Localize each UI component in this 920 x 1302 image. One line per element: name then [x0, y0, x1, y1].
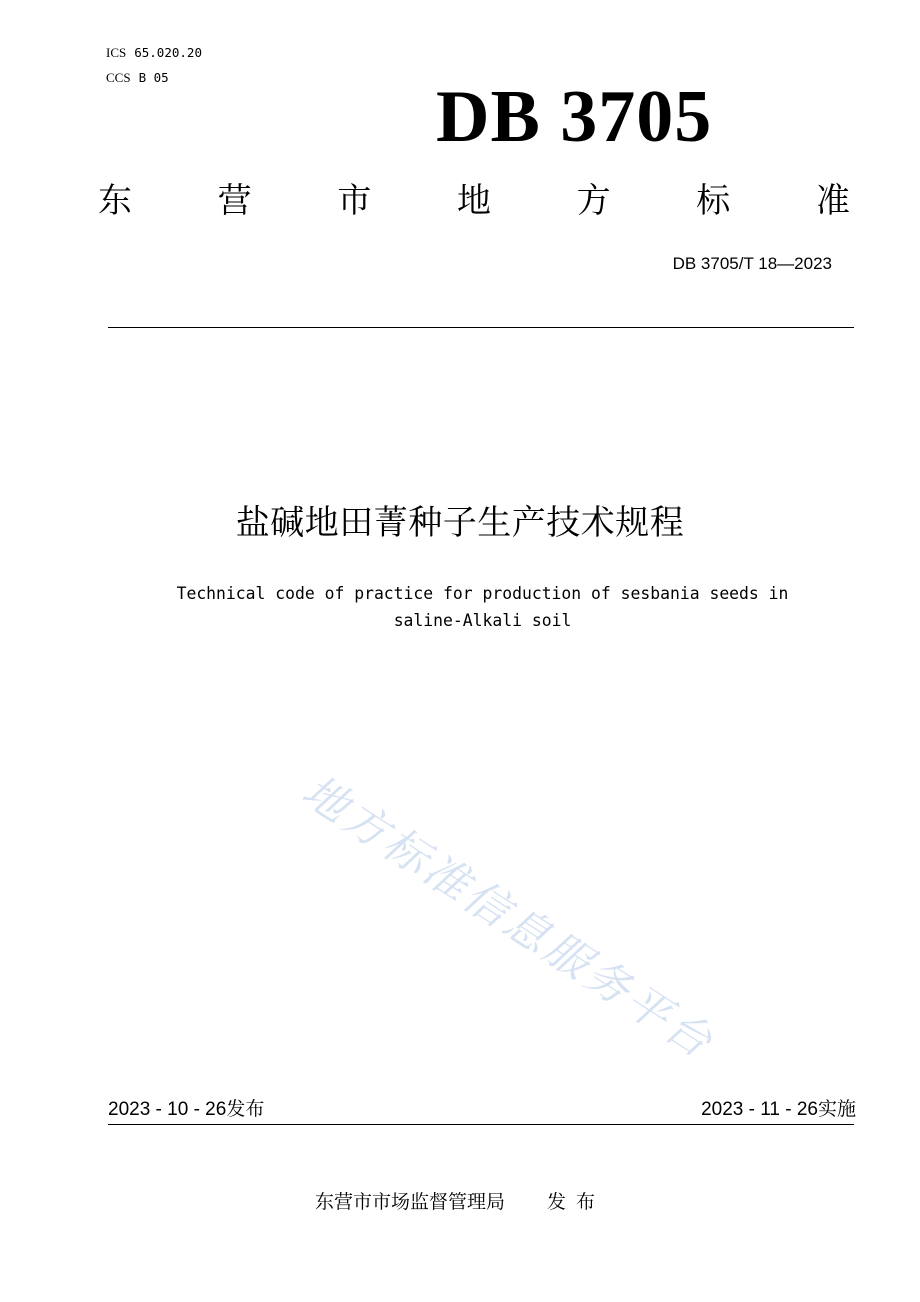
standard-type-char: 标	[696, 181, 731, 221]
standard-type-char: 营	[217, 181, 252, 221]
publisher-name: 东营市市场监督管理局	[314, 1191, 505, 1213]
standard-type-char: 方	[576, 181, 611, 221]
standard-type-char: 东	[98, 181, 132, 221]
ics-code: 65.020.20	[134, 45, 202, 60]
standard-number: DB 3705/T 18—2023	[672, 254, 832, 273]
standard-type-char: 市	[337, 181, 372, 221]
header-divider	[108, 327, 854, 328]
ics-classification	[106, 45, 202, 61]
publish-date-suffix: 发布	[226, 1098, 265, 1120]
ccs-code: B 05	[138, 70, 169, 85]
publish-date	[108, 1096, 264, 1123]
ics-label: ICS	[106, 45, 127, 60]
date-divider	[108, 1124, 854, 1125]
implement-date	[701, 1096, 856, 1123]
english-title-line: saline-Alkali soil	[393, 611, 572, 630]
watermark: 地方标准信息服务平台	[293, 765, 724, 1070]
publish-date-value: 2023 - 10 - 26	[108, 1099, 227, 1120]
english-title-line: Technical code of practice for production of sesbania seeds in	[176, 584, 789, 603]
standard-type-heading	[98, 176, 850, 226]
implement-date-value: 2023 - 11 - 26	[701, 1099, 818, 1120]
standard-logo: DB 3705	[436, 76, 713, 158]
publisher-line	[0, 1188, 920, 1216]
publish-label: 发布	[547, 1191, 606, 1213]
document-title-chinese: 盐碱地田菁种子生产技术规程	[235, 503, 685, 543]
ccs-classification	[106, 70, 169, 86]
document-title-english	[120, 580, 845, 634]
implement-date-suffix: 实施	[817, 1098, 856, 1120]
standard-type-char: 准	[815, 181, 850, 221]
standard-type-char: 地	[456, 181, 491, 221]
ccs-label: CCS	[106, 70, 131, 85]
